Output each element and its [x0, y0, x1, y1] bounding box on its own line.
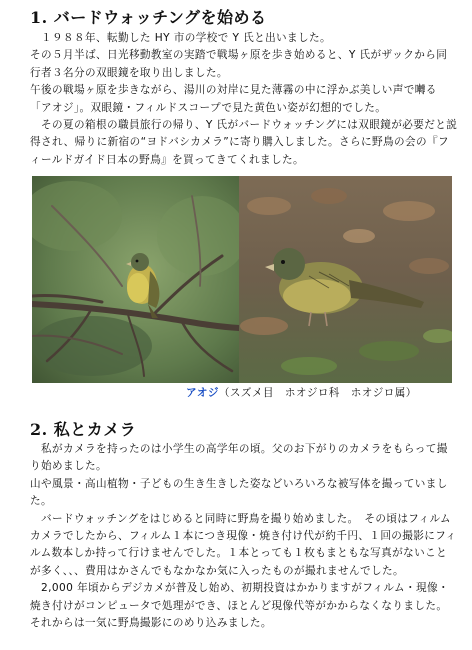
section2-paragraph-4: 2,000 年頃からデジカメが普及し始め、初期投資はかかりますがフィルム・現像・焼き付けがコンピュータで処理ができ、ほとんど現像代等がかからなくなりました。 それからは一気に野鳥撮影にのめり込みました。	[30, 582, 454, 630]
photo-caption	[186, 386, 417, 400]
section2-heading: 2. 私とカメラ	[30, 420, 137, 439]
section2-paragraph-1: 私がカメラを持ったのは小学生の高学年の頃。父のお下がりのカメラをもらって撮り始めました。	[30, 443, 448, 473]
aoji-branch-image	[32, 176, 239, 383]
section2-paragraph-3: バードウォッチングをはじめると同時に野鳥を撮り始めました。 その頃はフィルムカメラでしたから、フィルム１本につき現像・焼き付け代が約千円、１回の撮影にフィルム数本しか持って行けませんでした。１本とっても１枚もまともな写真がないことが多く、、、費用はかさんでもなかなか気に入ったものが撮れませんでした。	[30, 512, 457, 577]
section1-heading: 1. バードウォッチングを始める	[30, 8, 267, 27]
section2-body	[30, 441, 458, 632]
section2-paragraph-2: 山や風景・高山植物・子どもの生き生きした姿などいろいろな被写体を撮っていました。	[30, 477, 448, 508]
section1-body	[30, 30, 458, 169]
section1-paragraph-3: 午後の戦場ヶ原を歩きながら、湯川の対岸に見た薄霧の中に浮かぶ美しい声で囀る「アオジ」。双眼鏡・フィルドスコープで見た黄色い姿が幻想的でした。	[30, 84, 437, 114]
section1-paragraph-4: その夏の箱根の職員旅行の帰り、Y 氏がバードウォッチングには双眼鏡が必要だと説得され、帰りに新宿の“ヨドバシカメラ”に寄り購入しました。さらに野鳥の会の『フィールドガイド日本の野鳥』を買ってきてくれました。	[30, 119, 458, 166]
aoji-photo-ground	[239, 176, 452, 383]
caption-taxonomy: （スズメ目 ホオジロ科 ホオジロ属）	[218, 387, 417, 399]
aoji-photo-branch	[32, 176, 239, 383]
photo-row	[32, 176, 452, 383]
caption-species-name: アオジ	[186, 387, 219, 399]
section1-paragraph-1: １９８８年、転勤した HY 市の学校で Y 氏と出いました。	[30, 32, 332, 44]
section1-paragraph-2: その５月半ば、日光移動教室の実踏で戦場ヶ原を歩き始めると、Y 氏がザックから同行者３名分の双眼鏡を取り出しました。	[30, 49, 448, 79]
aoji-ground-image	[239, 176, 452, 383]
